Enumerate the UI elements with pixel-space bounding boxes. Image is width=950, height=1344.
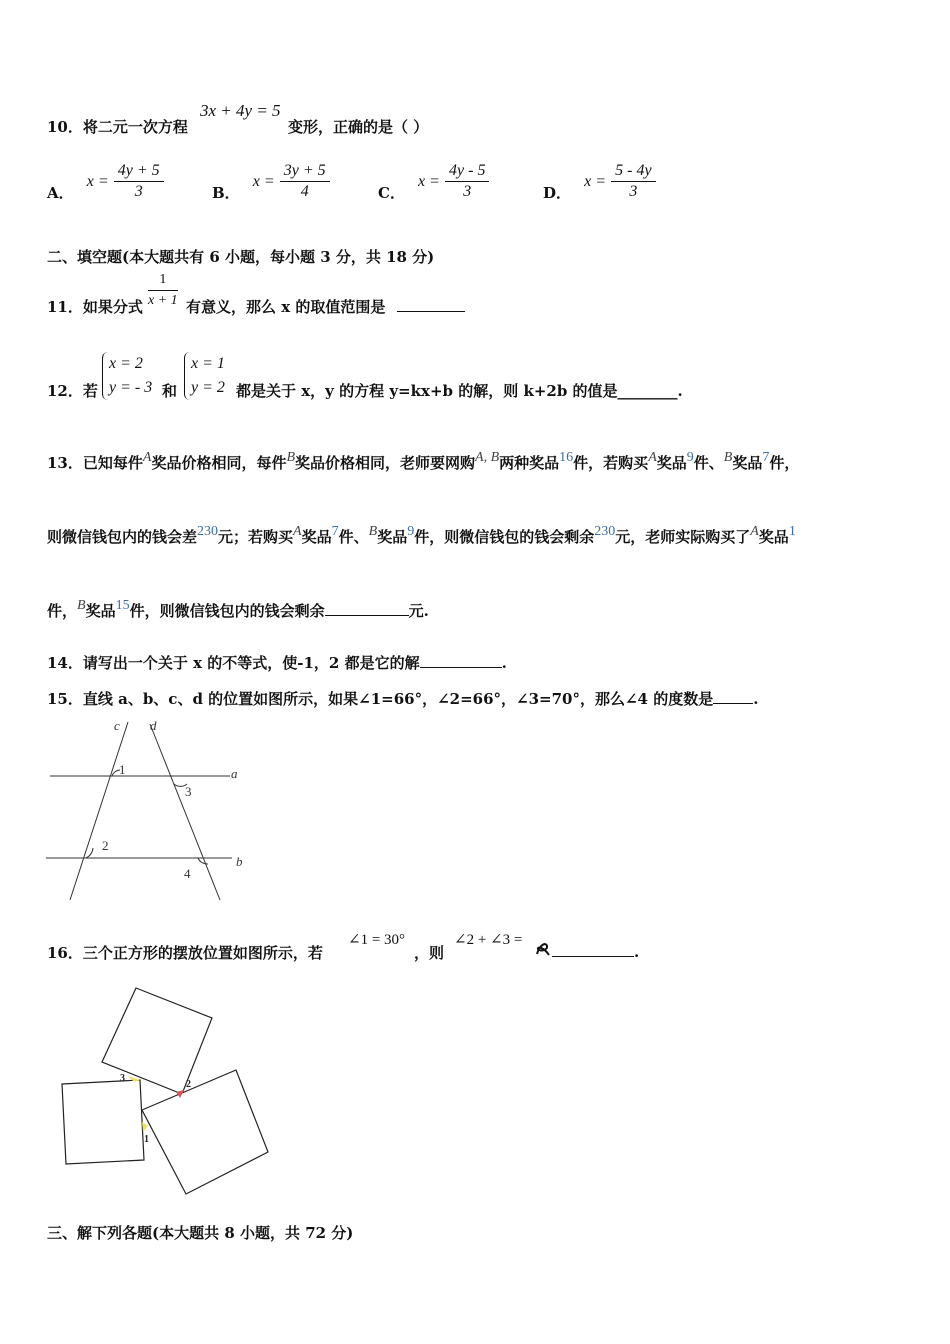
system-line: y = 2 — [191, 379, 225, 396]
q15-figure — [40, 712, 270, 904]
numerator: 5 - 4y — [611, 161, 655, 182]
q13-line-2-content — [47, 524, 796, 546]
option-lhs: x = — [86, 172, 109, 190]
system-line: y = - 3 — [109, 379, 153, 396]
q10-equation: 3x + 4y = 5 — [200, 101, 281, 120]
math-symbol: B — [723, 450, 733, 465]
q12-system-1 — [102, 352, 152, 400]
q16-eq1: ∠1 = 30° — [348, 932, 406, 948]
q10-option-d — [543, 160, 656, 203]
numerator: 1 — [148, 270, 178, 291]
q13-line-1-content — [82, 450, 800, 472]
q16-number: 16． — [47, 944, 83, 962]
math-symbol: A — [142, 450, 152, 465]
text-run: 奖品价格相同，老师要网购 — [295, 454, 476, 472]
math-symbol: A — [750, 524, 759, 539]
text-run: 两种奖品 — [499, 454, 560, 472]
angle-2-arc — [86, 848, 93, 858]
q10-option-a — [47, 160, 164, 203]
text-run: 奖品 — [758, 528, 789, 546]
q15-number: 15． — [47, 690, 83, 708]
math-symbol: A, B — [475, 450, 500, 465]
math-symbol: A — [293, 524, 302, 539]
text-run: 奖品 — [656, 454, 687, 472]
denominator: 3 — [463, 183, 472, 200]
text-run: 件，若购买 — [573, 454, 649, 472]
text-run: 奖品价格相同，每件 — [151, 454, 287, 472]
q13-number: 13． — [47, 454, 83, 472]
option-letter: A． — [47, 184, 74, 202]
q15-end: . — [753, 690, 759, 708]
math-symbol: 230 — [197, 524, 219, 539]
q13-line-1 — [47, 452, 799, 473]
q14-text: 请写出一个关于 x 的不等式，使-1，2 都是它的解 — [82, 654, 420, 672]
q10 — [47, 116, 188, 137]
option-lhs: x = — [584, 172, 607, 190]
option-fraction — [114, 161, 164, 202]
label-angle-1: 1 — [119, 762, 126, 777]
pen-mark-icon — [534, 940, 552, 958]
option-fraction — [280, 161, 330, 202]
q13-line-3-end: 元. — [408, 602, 429, 620]
text-run: 元，老师实际购买了 — [615, 528, 751, 546]
q11-tail: 有意义，那么 x 的取值范围是 — [186, 298, 386, 316]
system-line: x = 2 — [109, 355, 143, 372]
math-symbol: 9 — [407, 524, 415, 539]
q12-text-after: 都是关于 x，y 的方程 y=kx+b 的解，则 k+2b 的值是________. — [236, 382, 683, 400]
label-d: d — [150, 718, 157, 733]
q16-end: . — [634, 943, 640, 961]
square-left — [62, 1080, 144, 1164]
label-a: a — [231, 766, 238, 781]
q12-system-2 — [184, 352, 225, 400]
answer-blank[interactable] — [397, 297, 465, 312]
text-run: 已知每件 — [82, 454, 143, 472]
q11-number: 11． — [47, 298, 83, 316]
q11-text-before — [47, 296, 143, 317]
numerator: 4y + 5 — [114, 161, 164, 182]
option-letter: B． — [212, 184, 240, 202]
option-letter: C． — [378, 184, 405, 202]
q10-option-c — [378, 160, 489, 203]
q13-line-3-content — [47, 598, 325, 620]
q16-answer — [552, 942, 639, 961]
text-run: 元；若购买 — [218, 528, 294, 546]
math-symbol: 7 — [762, 450, 770, 465]
option-lhs: x = — [418, 172, 440, 190]
denominator: 3 — [629, 183, 638, 200]
q12-number-row — [47, 380, 98, 401]
option-fraction — [611, 161, 655, 202]
option-letter: D． — [543, 184, 572, 202]
math-symbol: 230 — [594, 524, 616, 539]
q11-fraction — [148, 270, 178, 311]
label-b: b — [236, 854, 243, 869]
numerator: 3y + 5 — [280, 161, 330, 182]
q12-word-if: 若 — [82, 382, 98, 400]
text-run: 件， — [769, 454, 800, 472]
q15 — [47, 688, 758, 709]
q11-lead: 如果分式 — [82, 298, 143, 316]
square-top — [102, 988, 212, 1094]
math-symbol: 15 — [115, 598, 130, 613]
label-c: c — [114, 718, 120, 733]
q15-text: 直线 a、b、c、d 的位置如图所示，如果∠1=66°，∠2=66°，∠3=70°，那么∠4 的度数是 — [82, 690, 714, 708]
label-angle-3: 3 — [120, 1073, 125, 1084]
math-symbol: B — [286, 450, 296, 465]
label-angle-3: 3 — [185, 784, 192, 799]
label-angle-4: 4 — [184, 866, 191, 881]
q16-figure — [50, 984, 280, 1204]
q14 — [47, 652, 507, 673]
numerator: 4y - 5 — [445, 161, 489, 182]
line-c — [70, 722, 128, 900]
denominator: x + 1 — [148, 293, 178, 308]
angle-1-marker — [142, 1122, 148, 1132]
q16-lead: 三个正方形的摆放位置如图所示，若 — [82, 944, 323, 962]
text-run: 件，则微信钱包的钱会剩余 — [414, 528, 595, 546]
answer-blank[interactable] — [552, 942, 634, 957]
q12-word-and: 和 — [162, 382, 178, 400]
denominator: 3 — [134, 183, 143, 200]
label-angle-2: 2 — [186, 1079, 191, 1090]
denominator: 4 — [300, 183, 309, 200]
q10-number: 10． — [47, 118, 83, 136]
q10-text-after: 变形，正确的是（ ） — [288, 118, 429, 136]
math-symbol: A — [648, 450, 657, 465]
math-symbol: 1 — [788, 524, 796, 539]
answer-blank[interactable] — [713, 689, 753, 704]
q10-text-before: 将二元一次方程 — [82, 118, 188, 136]
label-angle-2: 2 — [102, 838, 109, 853]
option-fraction — [445, 161, 489, 202]
section-3-title: 三、解下列各题(本大题共 8 小题，共 72 分) — [47, 1224, 354, 1242]
answer-blank[interactable] — [420, 653, 502, 668]
text-run: 件， — [47, 602, 78, 620]
text-run: 件、 — [693, 454, 724, 472]
answer-blank[interactable] — [325, 601, 409, 616]
system-line: x = 1 — [191, 355, 225, 372]
q14-number: 14． — [47, 654, 83, 672]
math-symbol: 16 — [559, 450, 574, 465]
square-right — [142, 1070, 268, 1194]
q13-line-3 — [47, 600, 429, 621]
q16-text-mid: ，则 — [414, 944, 445, 962]
math-symbol: 7 — [331, 524, 339, 539]
math-symbol: B — [77, 598, 86, 613]
q14-end: . — [501, 654, 507, 672]
angle-4-arc — [198, 858, 208, 864]
q16-text-before — [47, 942, 323, 963]
text-run: 奖品 — [377, 528, 408, 546]
text-run: 奖品 — [732, 454, 763, 472]
q10-option-b — [212, 160, 330, 203]
option-lhs: x = — [252, 172, 275, 190]
text-run: 件，则微信钱包内的钱会剩余 — [129, 602, 325, 620]
math-symbol: 9 — [686, 450, 694, 465]
q11-text-after — [186, 296, 465, 317]
text-run: 奖品 — [301, 528, 332, 546]
text-run: 奖品 — [85, 602, 116, 620]
q16-eq2: ∠2 + ∠3 = — [454, 932, 523, 948]
text-run: 件、 — [338, 528, 369, 546]
q13-line-2 — [47, 526, 796, 547]
math-symbol: B — [368, 524, 378, 539]
label-angle-1: 1 — [144, 1134, 149, 1145]
q12-number: 12． — [47, 382, 83, 400]
section-2-title: 二、填空题(本大题共有 6 小题，每小题 3 分，共 18 分) — [47, 248, 435, 266]
text-run: 则微信钱包内的钱会差 — [47, 528, 198, 546]
